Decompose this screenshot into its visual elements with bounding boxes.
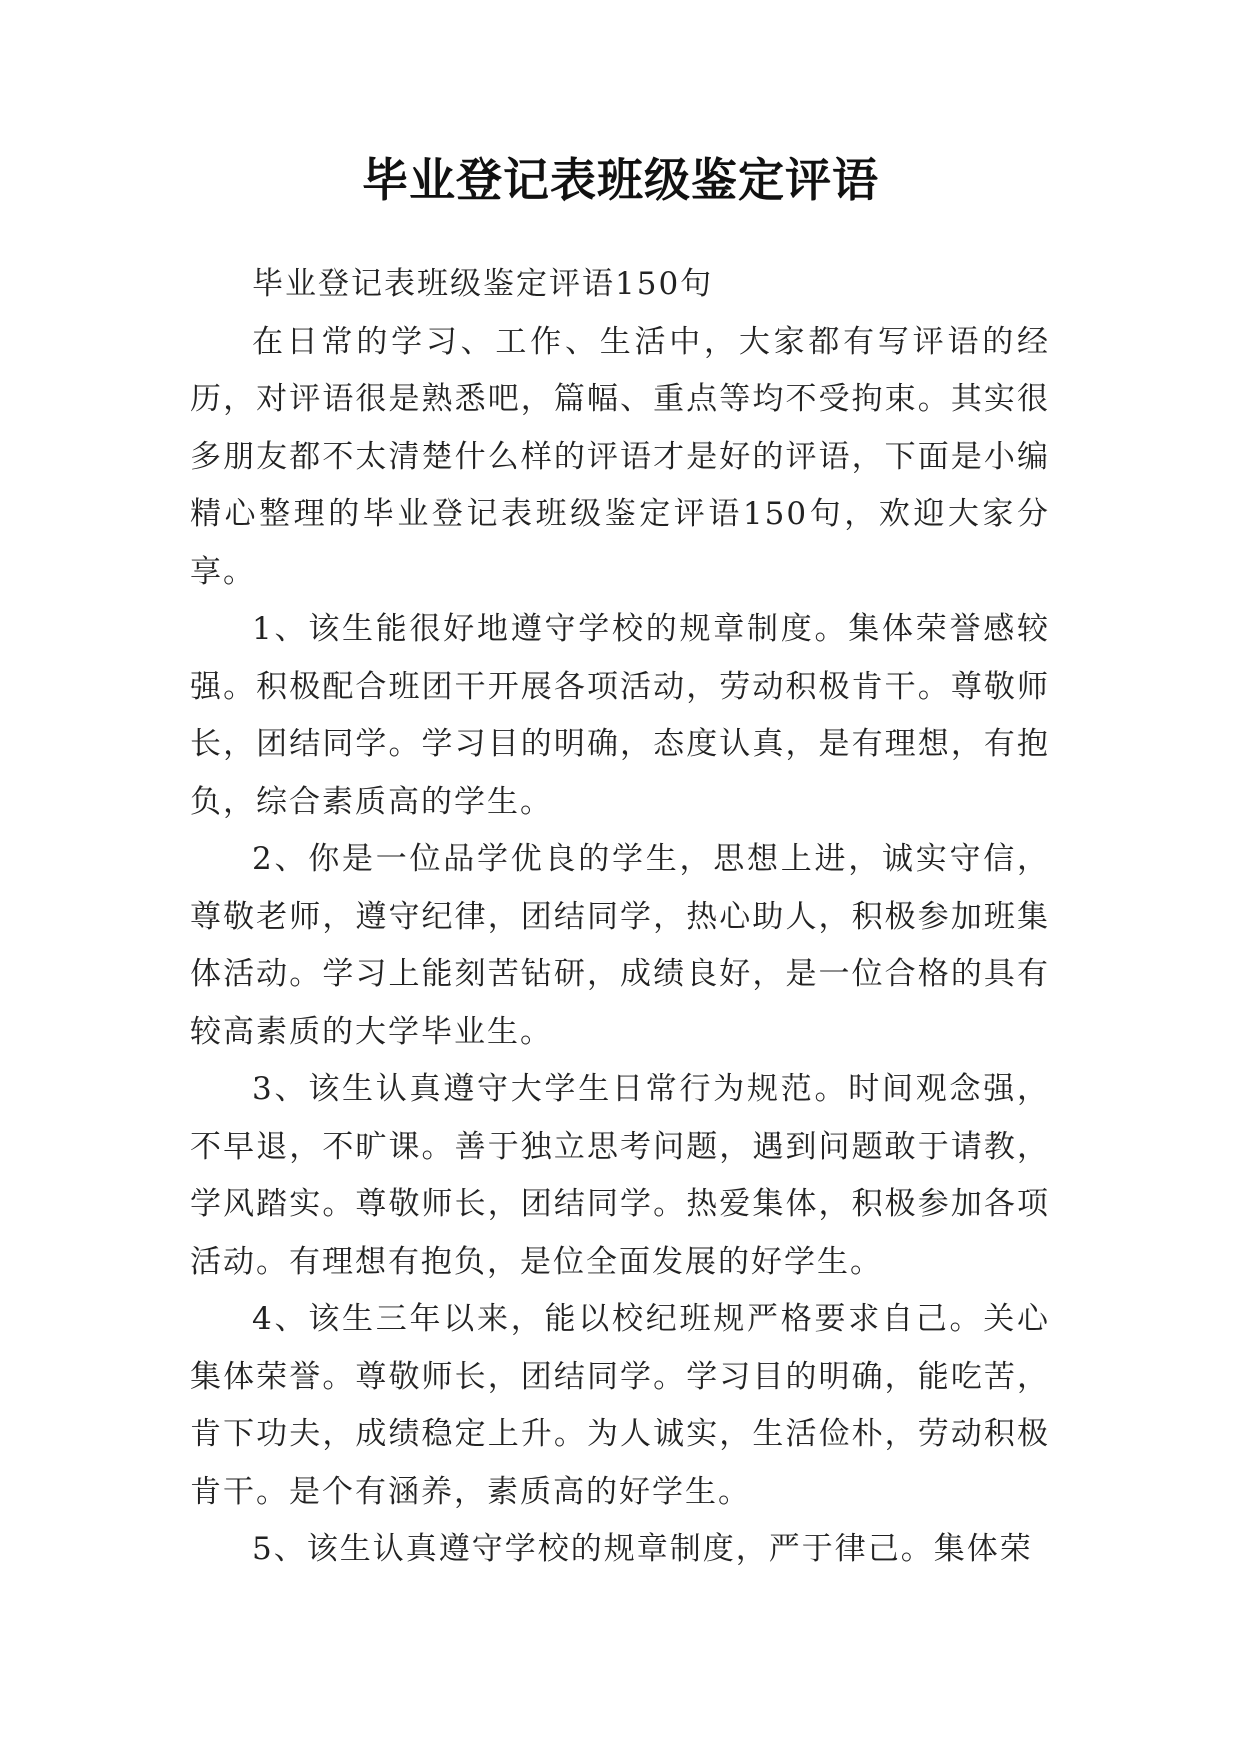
- comment-paragraph-5: 5、该生认真遵守学校的规章制度，严于律己。集体荣: [252, 1531, 1033, 1567]
- document-body: [190, 256, 1050, 1579]
- intro-paragraph: 在日常的学习、工作、生活中，大家都有写评语的经历，对评语很是熟悉吧，篇幅、重点等均不受拘束。其实很多朋友都不太清楚什么样的评语才是好的评语，下面是小编精心整理的毕业登记表班级鉴定评语150句，欢迎大家分享。: [190, 323, 1050, 590]
- comment-paragraph-3: 3、该生认真遵守大学生日常行为规范。时间观念强，不早退，不旷课。善于独立思考问题，遇到问题敢于请教，学风踏实。尊敬师长，团结同学。热爱集体，积极参加各项活动。有理想有抱负，是位全面发展的好学生。: [190, 1071, 1050, 1280]
- subtitle-paragraph: 毕业登记表班级鉴定评语150句: [252, 266, 714, 302]
- comment-paragraph-2: 2、你是一位品学优良的学生，思想上进，诚实守信，尊敬老师，遵守纪律，团结同学，热心助人，积极参加班集体活动。学习上能刻苦钻研，成绩良好，是一位合格的具有较高素质的大学毕业生。: [190, 841, 1050, 1050]
- comment-paragraph-1: 1、该生能很好地遵守学校的规章制度。集体荣誉感较强。积极配合班团干开展各项活动，劳动积极肯干。尊敬师长，团结同学。学习目的明确，态度认真，是有理想，有抱负，综合素质高的学生。: [190, 611, 1050, 820]
- document-title: 毕业登记表班级鉴定评语: [362, 153, 879, 207]
- comment-paragraph-4: 4、该生三年以来，能以校纪班规严格要求自己。关心集体荣誉。尊敬师长，团结同学。学习目的明确，能吃苦，肯下功夫，成绩稳定上升。为人诚实，生活俭朴，劳动积极肯干。是个有涵养，素质高的好学生。: [190, 1301, 1050, 1510]
